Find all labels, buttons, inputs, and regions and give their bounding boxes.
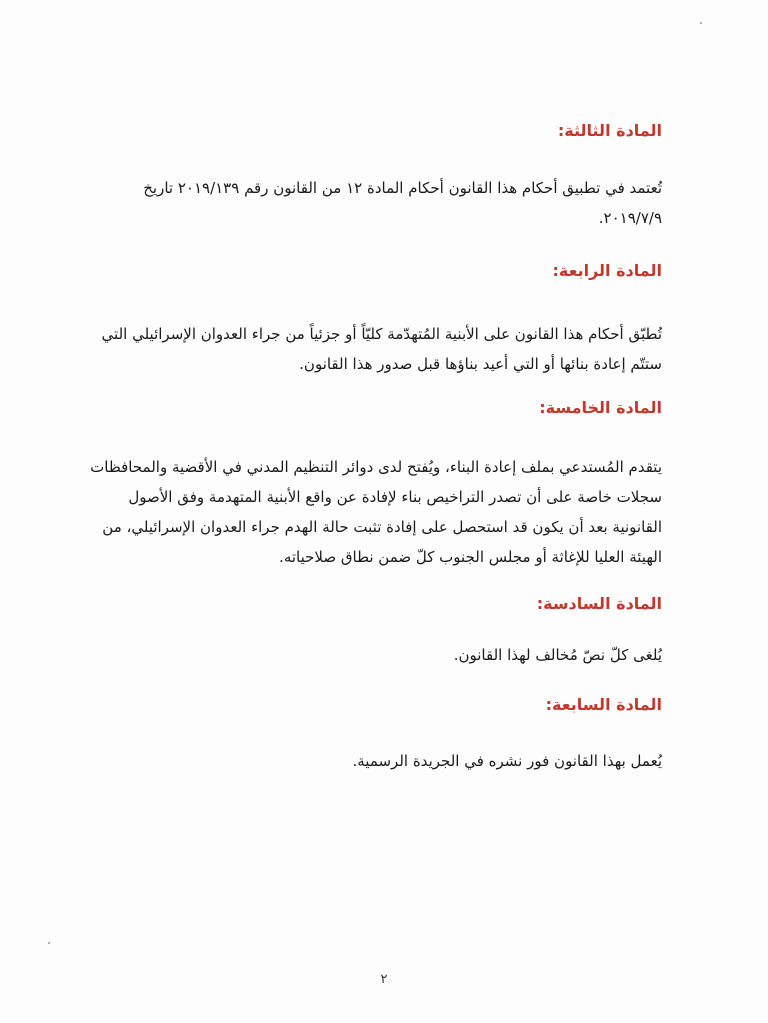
scan-speck <box>48 942 50 944</box>
article-line: يُعمل بهذا القانون فور نشره في الجريدة الرسمية. <box>352 752 662 770</box>
article-7 <box>86 694 662 776</box>
article-line: القانونية بعد أن يكون قد استحصل على إفادة تثبت حالة الهدم جراء العدوان الإسرائيلي، من <box>102 518 662 536</box>
article-line: سجلات خاصة على أن تصدر التراخيص بناء لإفادة عن واقع الأبنية المتهدمة وفق الأصول <box>128 488 662 506</box>
article-6 <box>86 593 662 670</box>
article-heading: المادة السابعة: <box>545 695 662 714</box>
article-line: يُلغى كلّ نصّ مُخالف لهذا القانون. <box>453 646 662 664</box>
article-heading: المادة الثالثة: <box>557 121 662 140</box>
article-3 <box>86 120 662 233</box>
article-line: الهيئة العليا للإغاثة أو مجلس الجنوب كلّ ضمن نطاق صلاحياته. <box>279 548 662 566</box>
article-line: ٢٠١٩/٧/٩. <box>598 209 662 227</box>
page-number: ٢ <box>380 972 388 987</box>
article-line: ستتّم إعادة بنائها أو التي أعيد بناؤها قبل صدور هذا القانون. <box>299 355 662 373</box>
article-heading: المادة الرابعة: <box>552 261 662 280</box>
article-heading: المادة الخامسة: <box>539 398 662 417</box>
article-heading: المادة السادسة: <box>536 594 662 613</box>
article-4 <box>86 260 662 379</box>
article-line: تُطبّق أحكام هذا القانون على الأبنية المُتهدّمة كليّاً أو جزئياً من جراء العدوان الإسرائيلي التي <box>101 325 662 343</box>
article-line: تُعتمد في تطبيق أحكام هذا القانون أحكام المادة ١٢ من القانون رقم ٢٠١٩/١٣٩ تاريخ <box>143 179 662 197</box>
article-5 <box>86 397 662 572</box>
scan-speck <box>700 22 702 24</box>
article-line: يتقدم المُستدعي بملف إعادة البناء، ويُفتح لدى دوائر التنظيم المدني في الأقضية والمحافظات <box>90 458 662 476</box>
